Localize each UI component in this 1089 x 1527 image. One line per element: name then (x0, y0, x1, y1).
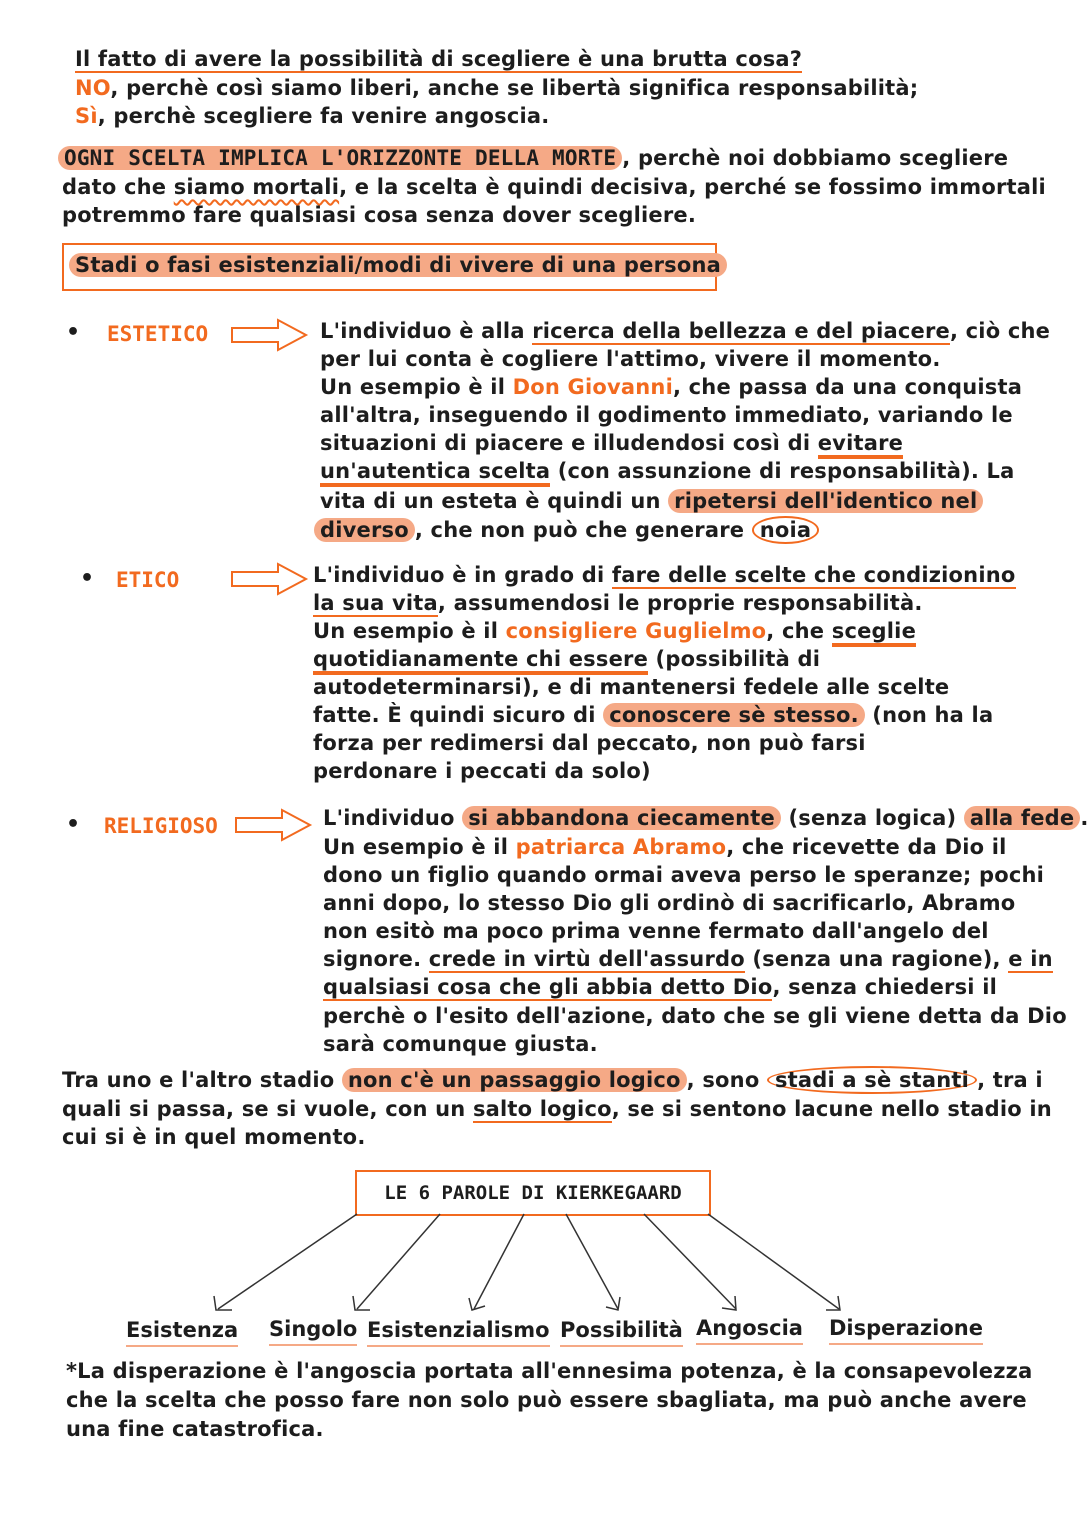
arrow-right-icon (230, 562, 310, 596)
etico-line-6: fatte. È quindi sicuro di conoscere sè stesso. (non ha la (313, 703, 994, 727)
arrow-right-icon (234, 808, 314, 842)
intro-no: NO, perchè così siamo liberi, anche se libertà significa responsabilità; (75, 76, 919, 100)
etico-line-8: perdonare i peccati da solo) (313, 759, 651, 783)
estetico-line-3: Un esempio è il Don Giovanni, che passa da una conquista (320, 375, 1023, 399)
word-disperazione: Disperazione (829, 1316, 983, 1345)
footnote-line-1: *La disperazione è l'angoscia portata all'ennesima potenza, è la consapevolezza (66, 1359, 1033, 1383)
etico-line-7: forza per redimersi dal peccato, non può farsi (313, 731, 866, 755)
religioso-line-9: sarà comunque giusta. (323, 1032, 598, 1056)
stage-label-religioso: RELIGIOSO (104, 814, 218, 838)
transition-line-2: quali si passa, se si vuole, con un salto logico, se si sentono lacune nello stadio in (62, 1097, 1052, 1121)
transition-line-3: cui si è in quel momento. (62, 1125, 366, 1149)
word-possibilita: Possibilità (560, 1318, 683, 1347)
etico-line-5: autodeterminarsi), e di mantenersi fedele alle scelte (313, 675, 950, 699)
footnote-line-3: una fine catastrofica. (66, 1417, 324, 1441)
estetico-line-8: diverso , che non può che generare noia (314, 518, 819, 542)
religioso-line-4: anni dopo, lo stesso Dio gli ordinò di sacrificarlo, Abramo (323, 891, 1016, 915)
stage-label-estetico: ESTETICO (107, 322, 209, 346)
bullet-estetico: • (66, 320, 81, 345)
stages-title: Stadi o fasi esistenziali/modi di vivere di una persona (69, 253, 727, 277)
transition-line-1: Tra uno e l'altro stadio non c'è un passaggio logico , sono stadi a sè stanti , tra i (62, 1068, 1043, 1092)
bullet-etico: • (80, 566, 95, 591)
religioso-line-7: qualsiasi cosa che gli abbia detto Dio, senza chiedersi il (323, 975, 998, 999)
etico-line-4: quotidianamente chi essere (possibilità di (313, 647, 820, 671)
intro-question: Il fatto di avere la possibilità di scegliere è una brutta cosa? (75, 47, 803, 71)
estetico-line-1: L'individuo è alla ricerca della bellezza e del piacere, ciò che (320, 319, 1051, 343)
religioso-line-2: Un esempio è il patriarca Abramo, che ricevette da Dio il (323, 835, 1007, 859)
religioso-line-3: dono un figlio quando ormai aveva perso le speranze; pochi (323, 863, 1045, 887)
estetico-line-2: per lui conta è cogliere l'attimo, vivere il momento. (320, 347, 941, 371)
death-line-2: dato che siamo mortali, e la scelta è quindi decisiva, perché se fossimo immortali (62, 175, 1046, 199)
estetico-line-7: vita di un esteta è quindi un ripetersi dell'identico nel (320, 489, 983, 513)
etico-line-2: la sua vita, assumendosi le proprie responsabilità. (313, 591, 923, 615)
death-line-3: potremmo fare qualsiasi cosa senza dover scegliere. (62, 203, 696, 227)
word-esistenza: Esistenza (126, 1318, 238, 1347)
stage-label-etico: ETICO (116, 568, 180, 592)
religioso-line-8: perchè o l'esito dell'azione, dato che se gli viene detta da Dio (323, 1004, 1067, 1028)
etico-line-1: L'individuo è in grado di fare delle scelte che condizionino (313, 563, 1016, 587)
estetico-line-4: all'altra, inseguendo il godimento immediato, variando le (320, 403, 1013, 427)
arrow-right-icon (230, 318, 310, 352)
word-esistenzialismo: Esistenzialismo (367, 1318, 550, 1347)
intro-si: Sì, perchè scegliere fa venire angoscia. (75, 104, 550, 128)
word-connectors (0, 1210, 1080, 1320)
religioso-line-6: signore. crede in virtù dell'assurdo (senza una ragione), e in (323, 947, 1053, 971)
footnote-line-2: che la scelta che posso fare non solo può essere sbagliata, ma può anche avere (66, 1388, 1027, 1412)
religioso-line-1: L'individuo si abbandona ciecamente (senza logica) alla fede . (323, 806, 1089, 830)
bullet-religioso: • (66, 812, 81, 837)
word-angoscia: Angoscia (696, 1316, 803, 1345)
death-line-1: OGNI SCELTA IMPLICA L'ORIZZONTE DELLA MORTE , perchè noi dobbiamo scegliere (58, 146, 1008, 170)
etico-line-3: Un esempio è il consigliere Guglielmo, che sceglie (313, 619, 916, 643)
estetico-line-6: un'autentica scelta (con assunzione di responsabilità). La (320, 459, 1015, 483)
estetico-line-5: situazioni di piacere e illudendosi così di evitare (320, 431, 903, 455)
words-title: LE 6 PAROLE DI KIERKEGAARD (384, 1182, 682, 1204)
word-singolo: Singolo (269, 1317, 357, 1346)
religioso-line-5: non esitò ma poco prima venne fermato dall'angelo del (323, 919, 989, 943)
